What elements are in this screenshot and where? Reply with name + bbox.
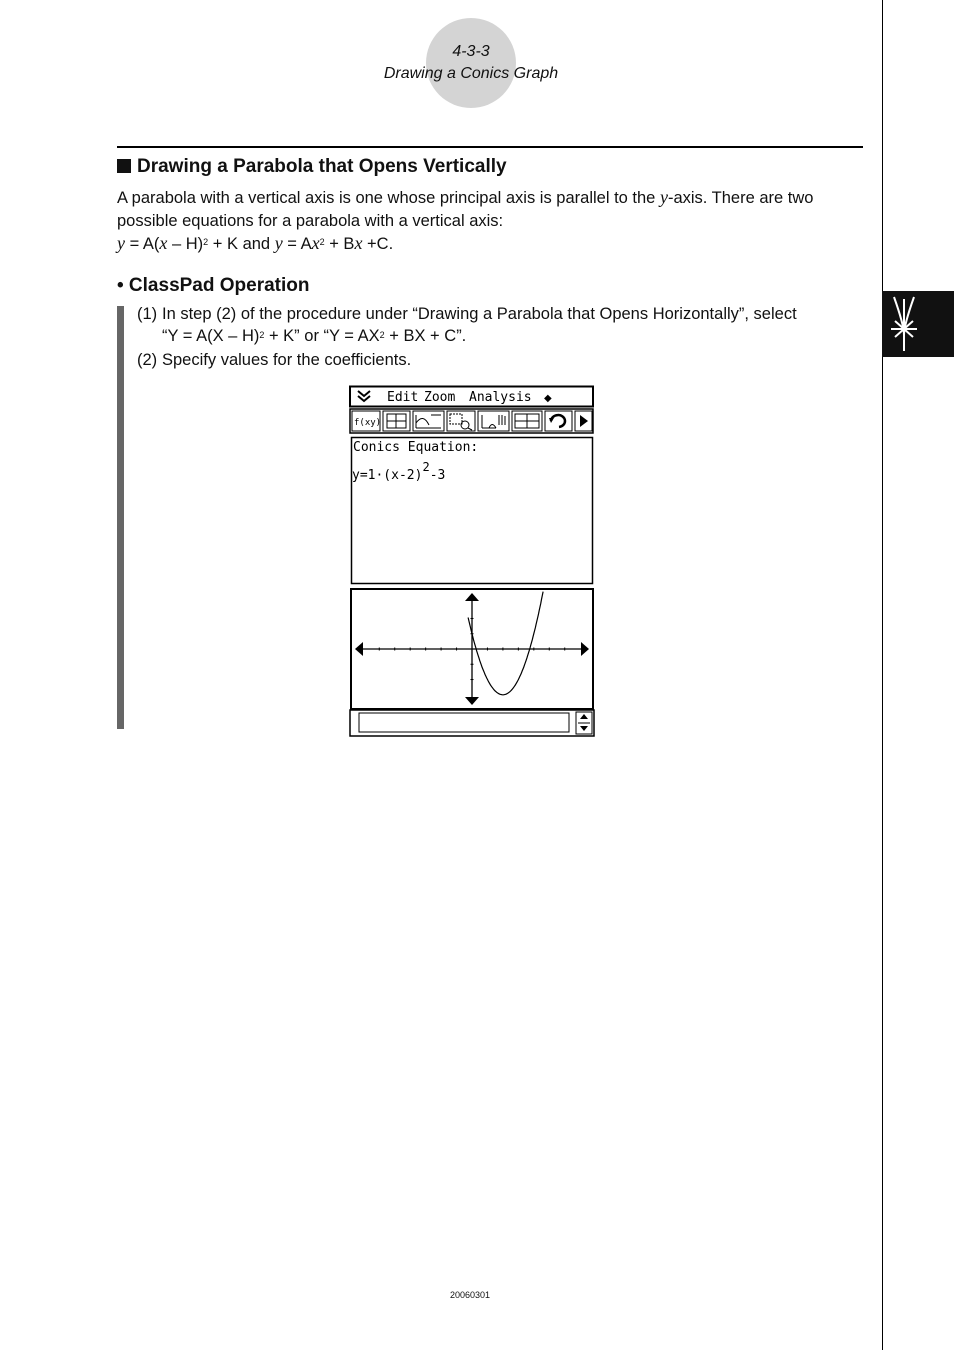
step-2 [137,349,867,373]
message-input[interactable] [359,713,569,732]
section-header-title: Drawing a Conics Graph [383,65,559,82]
section-rule [117,146,863,148]
conics-equation-label: Conics Equation: [353,440,479,455]
page-code: 20060301 [449,1290,491,1300]
conics-tab-icon [882,291,954,357]
equation-window [352,438,593,584]
section-title: Drawing a Parabola that Opens Vertically [117,156,507,178]
view-window-icon[interactable] [383,411,410,431]
input-bar [350,710,594,736]
square-bullet-icon [117,159,131,173]
menu-arrow-icon[interactable]: ◆ [544,393,552,404]
zoom-icon[interactable] [447,411,475,431]
right-margin-rule [882,0,883,1350]
zoom-box-icon[interactable] [413,411,444,431]
step-text: Specify values for the coefficients. [162,351,412,369]
split-screen-icon[interactable] [512,411,542,431]
redraw-icon[interactable] [545,411,572,431]
step-number: (1) [137,305,158,323]
toolbar [350,409,593,433]
step-1 [137,303,867,349]
conics-equation: y=1·(x-2)2-3 [352,460,446,483]
function-list-button[interactable] [352,411,381,431]
scroll-arrows-icon[interactable] [576,712,592,734]
scroll-right-icon[interactable] [575,411,592,431]
header-circle-decoration [426,18,516,108]
pan-hand-icon[interactable] [478,411,509,431]
menu-zoom[interactable]: Zoom [424,390,456,405]
page-header [340,16,602,116]
menu-bar[interactable] [350,387,593,407]
menu-edit[interactable]: Edit [387,390,419,405]
svg-text:f(xy): f(xy) [354,418,382,428]
operation-title: • ClassPad Operation [117,275,310,296]
equation-line: y = A(x – H)$^2$ + K and $y = Ax^2 + Bx +C$. [117,233,394,253]
step-text: In step (2) of the procedure under “Drawing a Parabola that Opens Horizontally”, select “Y = A(X – H)$^2$ + K” or “$Y = AX^2$ + BX + C”. [162,305,797,345]
chapter-tab [882,291,954,357]
menu-analysis[interactable]: Analysis [469,390,532,405]
classpad-screen [349,385,595,737]
step-number: (2) [137,351,158,369]
section-number: 4-3-3 [452,43,490,60]
graph-window[interactable] [351,589,593,709]
section-paragraph: A parabola with a vertical axis is one whose principal axis is parallel to the y-axis. There are two possible equations for a parabola with a vertical axis: y = A(x – H)$^2$ + K and $y = Ax^2 + Bx +C$. [117,187,814,253]
procedure-bar [117,306,124,729]
